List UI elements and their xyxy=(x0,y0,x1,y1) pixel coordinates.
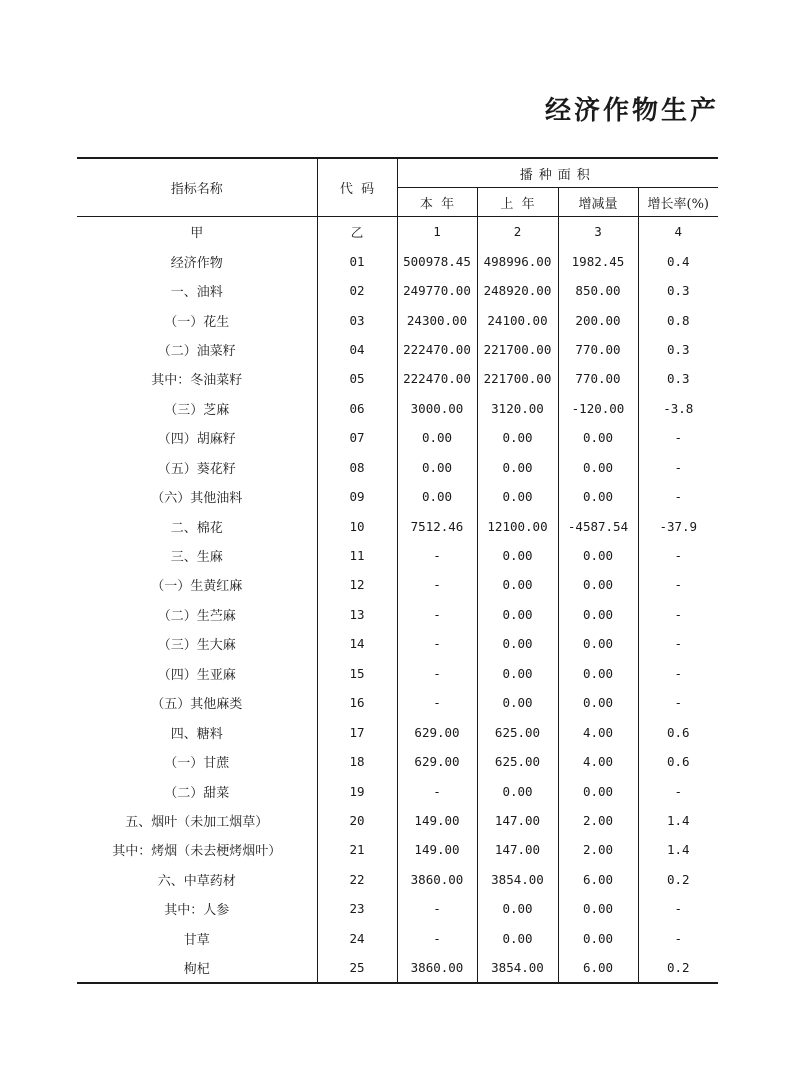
row-this-year: - xyxy=(397,924,477,953)
row-growth: -37.9 xyxy=(638,511,718,540)
row-this-year: - xyxy=(397,688,477,717)
table-row xyxy=(77,924,718,953)
row-code: 12 xyxy=(317,570,397,599)
row-code: 17 xyxy=(317,717,397,746)
row-name: 一、油料 xyxy=(170,285,223,301)
row-growth: - xyxy=(638,482,718,511)
table-row xyxy=(77,335,718,364)
row-name: 其中：人参 xyxy=(164,903,230,919)
row-code: 25 xyxy=(317,953,397,983)
row-name: 经济作物 xyxy=(170,255,223,271)
row-change: 0.00 xyxy=(558,894,638,923)
row-growth: - xyxy=(638,688,718,717)
row-last-year: 0.00 xyxy=(477,423,558,452)
row-this-year: 0.00 xyxy=(397,453,477,482)
row-name: （二）生苎麻 xyxy=(157,608,236,624)
row-code: 23 xyxy=(317,894,397,923)
row-growth: 0.2 xyxy=(638,865,718,894)
header-last-year: 上 年 xyxy=(477,188,558,217)
row-change: 850.00 xyxy=(558,276,638,305)
row-name: （六）其他油料 xyxy=(151,491,243,507)
row-growth: 0.6 xyxy=(638,747,718,776)
row-this-year: 0.00 xyxy=(397,482,477,511)
header-sown-area: 播种面积 xyxy=(397,158,718,188)
row-name: （四）胡麻籽 xyxy=(157,432,236,448)
table-row xyxy=(77,570,718,599)
table-row xyxy=(77,600,718,629)
row-change: 0.00 xyxy=(558,688,638,717)
table-row xyxy=(77,659,718,688)
row-code: 11 xyxy=(317,541,397,570)
row-last-year: 0.00 xyxy=(477,776,558,805)
row-last-year: 0.00 xyxy=(477,541,558,570)
row-last-year: 0.00 xyxy=(477,894,558,923)
row-change: 0.00 xyxy=(558,541,638,570)
row-growth: - xyxy=(638,776,718,805)
index-c2: 2 xyxy=(477,217,558,247)
row-code: 15 xyxy=(317,659,397,688)
crop-area-table xyxy=(77,157,718,984)
row-this-year: 629.00 xyxy=(397,747,477,776)
row-growth: 0.4 xyxy=(638,246,718,275)
row-code: 21 xyxy=(317,835,397,864)
table-row xyxy=(77,276,718,305)
row-growth: 0.3 xyxy=(638,335,718,364)
row-growth: - xyxy=(638,600,718,629)
index-c4: 4 xyxy=(638,217,718,247)
table-row xyxy=(77,629,718,658)
table-row xyxy=(77,453,718,482)
row-last-year: 625.00 xyxy=(477,717,558,746)
row-name: 甘草 xyxy=(183,932,210,948)
row-growth: - xyxy=(638,541,718,570)
row-code: 22 xyxy=(317,865,397,894)
row-name: （四）生亚麻 xyxy=(157,667,236,683)
row-this-year: 7512.46 xyxy=(397,511,477,540)
row-change: 1982.45 xyxy=(558,246,638,275)
row-name: （一）生黄红麻 xyxy=(151,579,243,595)
row-code: 20 xyxy=(317,806,397,835)
row-this-year: 149.00 xyxy=(397,806,477,835)
row-growth: - xyxy=(638,453,718,482)
row-name: 枸杞 xyxy=(77,953,317,983)
row-this-year: 629.00 xyxy=(397,717,477,746)
row-name: 二、棉花 xyxy=(170,520,223,536)
row-code: 03 xyxy=(317,305,397,334)
row-code: 04 xyxy=(317,335,397,364)
table-row xyxy=(77,423,718,452)
row-code: 19 xyxy=(317,776,397,805)
row-last-year: 221700.00 xyxy=(477,335,558,364)
row-last-year: 0.00 xyxy=(477,453,558,482)
row-last-year: 12100.00 xyxy=(477,511,558,540)
row-code: 08 xyxy=(317,453,397,482)
row-change: 0.00 xyxy=(558,776,638,805)
row-name: （五）其他麻类 xyxy=(151,697,243,713)
row-this-year: - xyxy=(397,776,477,805)
header-growth-rate: 增长率(%) xyxy=(638,188,718,217)
header-this-year: 本 年 xyxy=(397,188,477,217)
row-last-year: 248920.00 xyxy=(477,276,558,305)
row-change: 2.00 xyxy=(558,806,638,835)
row-change: -4587.54 xyxy=(558,511,638,540)
row-this-year: - xyxy=(397,570,477,599)
row-code: 18 xyxy=(317,747,397,776)
row-name: 三、生麻 xyxy=(170,550,223,566)
row-change: 200.00 xyxy=(558,305,638,334)
row-this-year: - xyxy=(397,894,477,923)
row-this-year: 24300.00 xyxy=(397,305,477,334)
row-change: 6.00 xyxy=(558,865,638,894)
table-row xyxy=(77,688,718,717)
row-name: （三）生大麻 xyxy=(157,638,236,654)
index-a: 甲 xyxy=(190,226,204,242)
row-name: （二）甜菜 xyxy=(164,785,230,801)
row-name: （一）花生 xyxy=(164,314,230,330)
row-this-year: - xyxy=(397,600,477,629)
row-this-year: - xyxy=(397,659,477,688)
row-change: 0.00 xyxy=(558,570,638,599)
row-name: 六、中草药材 xyxy=(157,873,236,889)
row-code: 05 xyxy=(317,364,397,393)
row-name: 其中：烤烟（未去梗烤烟叶） xyxy=(112,844,282,860)
row-change: 2.00 xyxy=(558,835,638,864)
table-row xyxy=(77,246,718,275)
row-name: 五、烟叶（未加工烟草） xyxy=(125,814,269,830)
row-code: 09 xyxy=(317,482,397,511)
header-code: 代 码 xyxy=(317,158,397,217)
table-row xyxy=(77,305,718,334)
row-code: 16 xyxy=(317,688,397,717)
row-growth: - xyxy=(638,570,718,599)
header-indicator: 指标名称 xyxy=(77,158,317,217)
row-this-year: 0.00 xyxy=(397,423,477,452)
table-row xyxy=(77,776,718,805)
row-last-year: 221700.00 xyxy=(477,364,558,393)
row-name: 其中：冬油菜籽 xyxy=(151,373,243,389)
index-c3: 3 xyxy=(558,217,638,247)
row-code: 10 xyxy=(317,511,397,540)
table-row xyxy=(77,394,718,423)
table-row xyxy=(77,806,718,835)
row-change: 0.00 xyxy=(558,924,638,953)
row-last-year: 0.00 xyxy=(477,570,558,599)
row-change: 4.00 xyxy=(558,717,638,746)
table-row xyxy=(77,511,718,540)
table-row xyxy=(77,364,718,393)
row-code: 01 xyxy=(317,246,397,275)
table-row xyxy=(77,747,718,776)
row-last-year: 147.00 xyxy=(477,806,558,835)
row-this-year: 500978.45 xyxy=(397,246,477,275)
row-this-year: 249770.00 xyxy=(397,276,477,305)
row-growth: 0.3 xyxy=(638,276,718,305)
row-name: （一）甘蔗 xyxy=(164,756,230,772)
row-this-year: 3000.00 xyxy=(397,394,477,423)
row-growth: 0.2 xyxy=(638,953,718,983)
row-change: 0.00 xyxy=(558,659,638,688)
row-growth: - xyxy=(638,924,718,953)
row-code: 06 xyxy=(317,394,397,423)
row-last-year: 0.00 xyxy=(477,600,558,629)
row-last-year: 0.00 xyxy=(477,629,558,658)
row-name: （五）葵花籽 xyxy=(157,461,236,477)
row-change: 4.00 xyxy=(558,747,638,776)
row-growth: 1.4 xyxy=(638,806,718,835)
table-row xyxy=(77,482,718,511)
row-growth: - xyxy=(638,894,718,923)
row-this-year: 3860.00 xyxy=(397,865,477,894)
page-title: 经济作物生产 xyxy=(544,96,719,126)
row-last-year: 0.00 xyxy=(477,688,558,717)
row-change: 0.00 xyxy=(558,423,638,452)
row-this-year: 149.00 xyxy=(397,835,477,864)
table-row xyxy=(77,541,718,570)
row-change: 0.00 xyxy=(558,482,638,511)
index-row xyxy=(77,217,718,247)
row-last-year: 0.00 xyxy=(477,659,558,688)
row-last-year: 0.00 xyxy=(477,482,558,511)
row-change: -120.00 xyxy=(558,394,638,423)
row-last-year: 24100.00 xyxy=(477,305,558,334)
row-last-year: 3120.00 xyxy=(477,394,558,423)
row-name: 四、糖料 xyxy=(170,726,223,742)
table-row xyxy=(77,865,718,894)
row-last-year: 0.00 xyxy=(477,924,558,953)
row-growth: -3.8 xyxy=(638,394,718,423)
header-change: 增减量 xyxy=(558,188,638,217)
row-growth: - xyxy=(638,659,718,688)
table-row xyxy=(77,717,718,746)
index-c1: 1 xyxy=(397,217,477,247)
row-code: 24 xyxy=(317,924,397,953)
row-last-year: 3854.00 xyxy=(477,865,558,894)
row-growth: 0.6 xyxy=(638,717,718,746)
index-b: 乙 xyxy=(317,217,397,247)
row-this-year: - xyxy=(397,629,477,658)
row-change: 0.00 xyxy=(558,629,638,658)
row-this-year: 3860.00 xyxy=(397,953,477,983)
table-row xyxy=(77,953,718,983)
row-change: 770.00 xyxy=(558,335,638,364)
row-name: （二）油菜籽 xyxy=(157,343,236,359)
row-growth: 0.3 xyxy=(638,364,718,393)
row-growth: 0.8 xyxy=(638,305,718,334)
row-last-year: 625.00 xyxy=(477,747,558,776)
table-row xyxy=(77,894,718,923)
row-code: 07 xyxy=(317,423,397,452)
row-code: 02 xyxy=(317,276,397,305)
row-this-year: - xyxy=(397,541,477,570)
row-this-year: 222470.00 xyxy=(397,335,477,364)
row-this-year: 222470.00 xyxy=(397,364,477,393)
table-row xyxy=(77,835,718,864)
row-change: 6.00 xyxy=(558,953,638,983)
row-last-year: 3854.00 xyxy=(477,953,558,983)
row-code: 14 xyxy=(317,629,397,658)
row-change: 0.00 xyxy=(558,600,638,629)
row-growth: - xyxy=(638,629,718,658)
row-last-year: 147.00 xyxy=(477,835,558,864)
row-change: 0.00 xyxy=(558,453,638,482)
row-growth: 1.4 xyxy=(638,835,718,864)
row-growth: - xyxy=(638,423,718,452)
row-change: 770.00 xyxy=(558,364,638,393)
row-last-year: 498996.00 xyxy=(477,246,558,275)
row-code: 13 xyxy=(317,600,397,629)
row-name: （三）芝麻 xyxy=(164,402,230,418)
